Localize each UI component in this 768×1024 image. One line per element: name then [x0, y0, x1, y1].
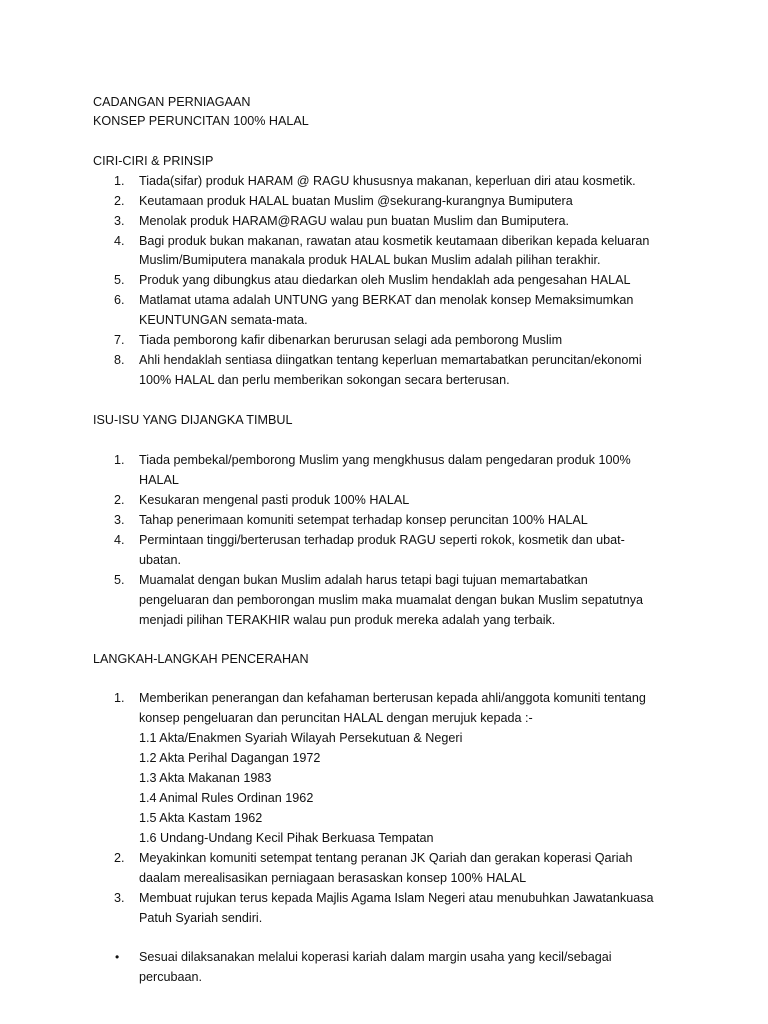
list-item-text-line: KEUNTUNGAN semata-mata.	[139, 313, 308, 327]
list-item-number: 5.	[114, 573, 125, 587]
list-item-text-line: Tiada(sifar) produk HARAM @ RAGU khususnya makanan, keperluan diri atau kosmetik.	[139, 174, 636, 188]
list-item-text-line: Patuh Syariah sendiri.	[139, 911, 263, 925]
bullet-text-line: percubaan.	[139, 970, 203, 984]
list-item-text-line: Permintaan tinggi/berterusan terhadap produk RAGU seperti rokok, kosmetik dan ubat-	[139, 533, 625, 547]
list-item-number: 3.	[114, 891, 125, 905]
section-heading-ciri: CIRI-CIRI & PRINSIP	[93, 154, 214, 168]
list-item-number: 7.	[114, 333, 125, 347]
list-item-number: 4.	[114, 234, 125, 248]
list-item-text-line: 1.5 Akta Kastam 1962	[139, 811, 263, 825]
list-item-text-line: Keutamaan produk HALAL buatan Muslim @sekurang-kurangnya Bumiputera	[139, 194, 573, 208]
section-heading-langkah: LANGKAH-LANGKAH PENCERAHAN	[93, 652, 309, 666]
list-item-text-line: Tiada pembekal/pemborong Muslim yang mengkhusus dalam pengedaran produk 100%	[139, 453, 631, 467]
list-item-number: 8.	[114, 353, 125, 367]
list-item-number: 2.	[114, 851, 125, 865]
list-item-text-line: konsep pengeluaran dan peruncitan HALAL dengan merujuk kepada :-	[139, 711, 533, 725]
list-item-text-line: 1.6 Undang-Undang Kecil Pihak Berkuasa Tempatan	[139, 831, 434, 845]
title-line-1: CADANGAN PERNIAGAAN	[93, 95, 251, 109]
list-item-text-line: Membuat rujukan terus kepada Majlis Agama Islam Negeri atau menubuhkan Jawatankuasa	[139, 891, 654, 905]
list-item-number: 4.	[114, 533, 125, 547]
list-item-text-line: Bagi produk bukan makanan, rawatan atau kosmetik keutamaan diberikan kepada keluaran	[139, 234, 650, 248]
list-item-text-line: 1.1 Akta/Enakmen Syariah Wilayah Persekutuan & Negeri	[139, 731, 463, 745]
list-item-number: 2.	[114, 493, 125, 507]
list-item-number: 2.	[114, 194, 125, 208]
list-item-text-line: 100% HALAL dan perlu memberikan sokongan secara berterusan.	[139, 373, 510, 387]
list-item-text-line: Meyakinkan komuniti setempat tentang peranan JK Qariah dan gerakan koperasi Qariah	[139, 851, 633, 865]
list-item-text-line: ubatan.	[139, 553, 182, 567]
list-item-text-line: 1.2 Akta Perihal Dagangan 1972	[139, 751, 321, 765]
list-item-text-line: Menolak produk HARAM@RAGU walau pun buatan Muslim dan Bumiputera.	[139, 214, 569, 228]
list-item-text-line: Muamalat dengan bukan Muslim adalah harus tetapi bagi tujuan memartabatkan	[139, 573, 588, 587]
list-item-number: 3.	[114, 214, 125, 228]
list-item-number: 1.	[114, 174, 125, 188]
list-item-text-line: 1.4 Animal Rules Ordinan 1962	[139, 791, 314, 805]
list-item-text-line: Memberikan penerangan dan kefahaman berterusan kepada ahli/anggota komuniti tentang	[139, 691, 646, 705]
list-item-text-line: daalam merealisasikan perniagaan berasaskan konsep 100% HALAL	[139, 871, 527, 885]
list-item-text-line: menjadi pilihan TERAKHIR walau pun produk mereka adalah yang terbaik.	[139, 613, 556, 627]
list-item-text-line: pengeluaran dan pemborongan muslim maka muamalat dengan bukan Muslim sepatutnya	[139, 593, 644, 607]
list-item-text-line: 1.3 Akta Makanan 1983	[139, 771, 272, 785]
list-item-number: 1.	[114, 691, 125, 705]
list-item-text-line: Ahli hendaklah sentiasa diingatkan tentang keperluan memartabatkan peruncitan/ekonomi	[139, 353, 642, 367]
list-item-text-line: Tiada pemborong kafir dibenarkan berurusan selagi ada pemborong Muslim	[139, 333, 563, 347]
list-item-number: 5.	[114, 273, 125, 287]
bullet-text-line: Sesuai dilaksanakan melalui koperasi kariah dalam margin usaha yang kecil/sebagai	[139, 950, 612, 964]
list-item-number: 1.	[114, 453, 125, 467]
list-item-text-line: Produk yang dibungkus atau diedarkan oleh Muslim hendaklah ada pengesahan HALAL	[139, 273, 631, 287]
section-heading-isu: ISU-ISU YANG DIJANGKA TIMBUL	[93, 413, 293, 427]
list-item-number: 3.	[114, 513, 125, 527]
list-item-text-line: Muslim/Bumiputera manakala produk HALAL bukan Muslim adalah pilihan terakhir.	[139, 253, 601, 267]
bullet-icon: •	[115, 950, 120, 964]
list-item-text-line: Tahap penerimaan komuniti setempat terhadap konsep peruncitan 100% HALAL	[139, 513, 588, 527]
list-item-text-line: Matlamat utama adalah UNTUNG yang BERKAT dan menolak konsep Memaksimumkan	[139, 293, 634, 307]
list-item-number: 6.	[114, 293, 125, 307]
list-item-text-line: Kesukaran mengenal pasti produk 100% HALAL	[139, 493, 410, 507]
title-line-2: KONSEP PERUNCITAN 100% HALAL	[93, 114, 309, 128]
list-item-text-line: HALAL	[139, 473, 179, 487]
